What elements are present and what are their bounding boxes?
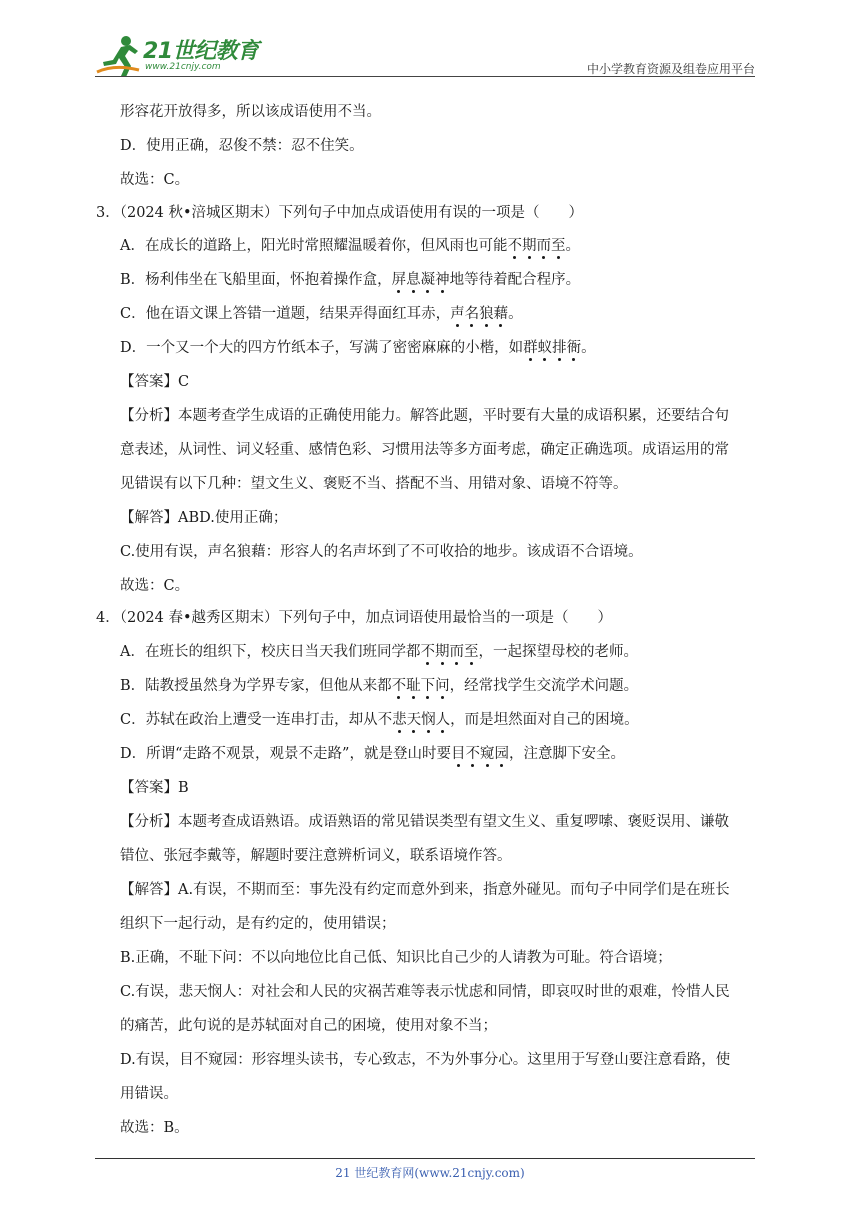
text-line: 组织下一起行动，是有约定的，使用错误； [120,916,396,932]
text-line: 3．（2024 秋•涪城区期末）下列句子中加点成语使用有误的一项是（ ） [96,205,584,221]
emphasis-dot-char: 悲 [392,712,407,728]
emphasis-dot-char: 期 [521,238,537,254]
emphasis-dot-char: 名 [464,306,480,322]
emphasis-dot-char: 不 [465,746,480,762]
text-line: 【分析】本题考查成语熟语。成语熟语的常见错误类型有望文生义、重复啰嗦、褒贬误用、谦敬 [120,814,729,830]
text-line: D.有误，目不窥园：形容埋头读书，专心致志，不为外事分心。这里用于写登山要注意看路，使 [120,1052,731,1068]
text-line: 见错误有以下几种：望文生义、褒贬不当、搭配不当、用错对象、语境不符等。 [120,476,628,492]
text-line: 的痛苦，此句说的是苏轼面对自己的困境，使用对象不当； [120,1018,497,1034]
text-line: D．一个又一个大的四方竹纸本子，写满了密密麻麻的小楷，如群蚁排衙。 [120,340,596,356]
emphasis-dot-char: 人 [435,712,451,728]
header-divider [95,76,755,77]
text-line: B.正确，不耻下问：不以向地位比自己低、知识比自己少的人请教为可耻。符合语境； [120,950,672,966]
text-line: 【答案】C [120,374,190,390]
text-line: D．所谓“走路不观景，观景不走路”，就是登山时要目不窥园，注意脚下安全。 [120,746,625,762]
text-line: A．在班长的组织下，校庆日当天我们班同学都不期而至，一起探望母校的老师。 [120,644,638,660]
emphasis-dot-char: 园 [494,746,509,762]
text-line: C．他在语文课上答错一道题，结果弄得面红耳赤，声名狼藉。 [120,306,523,322]
emphasis-dot-char: 衙 [566,340,582,356]
emphasis-dot-char: 天 [406,712,422,728]
text-line: C.使用有误，声名狼藉：形容人的名声坏到了不可收拾的地步。该成语不合语境。 [120,544,643,560]
platform-name: 中小学教育资源及组卷应用平台 [586,62,755,76]
text-line: A．在成长的道路上，阳光时常照耀温暖着你，但风雨也可能不期而至。 [120,238,580,254]
emphasis-dot-char: 问 [435,678,450,694]
emphasis-dot-char: 排 [552,340,567,356]
text-line: 错位、张冠李戴等，解题时要注意辨析词义，联系语境作答。 [120,848,512,864]
text-line: 4．（2024 春•越秀区期末）下列句子中，加点词语使用最恰当的一项是（ ） [96,610,613,626]
emphasis-dot-char: 狼 [479,306,494,322]
emphasis-dot-char: 窥 [479,746,495,762]
emphasis-dot-char: 群 [523,340,538,356]
emphasis-dot-char: 悯 [421,712,436,728]
emphasis-dot-char: 至 [550,238,566,254]
page-header [95,32,755,82]
emphasis-dot-char: 不 [507,238,522,254]
logo-text: 21世纪教育 [143,39,259,64]
emphasis-dot-char: 蚁 [537,340,553,356]
emphasis-dot-char: 屏 [391,272,407,288]
emphasis-dot-char: 声 [450,306,465,322]
emphasis-dot-char: 下 [420,678,436,694]
site-logo[interactable] [95,34,265,78]
text-line: 故选：C。 [120,578,190,594]
emphasis-dot-char: 目 [450,746,466,762]
text-line: 意表述，从词性、词义轻重、感情色彩、习惯用法等多方面考虑，确定正确选项。成语运用的常 [120,442,729,458]
emphasis-dot-char: 凝 [420,272,436,288]
text-line: 【解答】A.有误，不期而至：事先没有约定而意外到来，指意外碰见。而句子中同学们是在班长 [120,882,730,898]
text-line: C.有误，悲天悯人：对社会和人民的灾祸苦难等表示忧虑和同情，即哀叹时世的艰难，怜惜人民 [120,984,730,1000]
emphasis-dot-char: 神 [435,272,450,288]
text-line: D．使用正确，忍俊不禁：忍不住笑。 [120,138,364,154]
text-line: 故选：C。 [120,172,190,188]
emphasis-dot-char: 期 [434,644,450,660]
text-line: B．陆教授虽然身为学界专家，但他从来都不耻下问，经常找学生交流学术问题。 [120,678,639,694]
emphasis-dot-char: 而 [536,238,551,254]
text-line: C．苏轼在政治上遭受一连串打击，却从不悲天悯人，而是坦然面对自己的困境。 [120,712,639,728]
emphasis-dot-char: 息 [406,272,421,288]
text-line: 【分析】本题考查学生成语的正确使用能力。解答此题，平时要有大量的成语积累，还要结合句 [120,408,729,424]
emphasis-dot-char: 而 [449,644,464,660]
runner-logo-icon [95,34,141,78]
text-line: 用错误。 [120,1086,178,1102]
emphasis-dot-char: 不 [420,644,435,660]
text-line: 故选：B。 [120,1120,189,1136]
emphasis-dot-char: 不 [391,678,407,694]
emphasis-dot-char: 至 [463,644,479,660]
text-line: 【答案】B [120,780,189,796]
footer-divider [95,1158,755,1159]
footer-text[interactable]: 21 世纪教育网(www.21cnjy.com) [335,1166,525,1180]
text-line: 【解答】ABD.使用正确； [120,510,288,526]
logo-url: www.21cnjy.com [145,62,221,72]
text-line: 形容花开放得多，所以该成语使用不当。 [120,104,381,120]
emphasis-dot-char: 藉 [493,306,509,322]
text-line: B．杨利伟坐在飞船里面，怀抱着操作盒，屏息凝神地等待着配合程序。 [120,272,581,288]
emphasis-dot-char: 耻 [406,678,421,694]
